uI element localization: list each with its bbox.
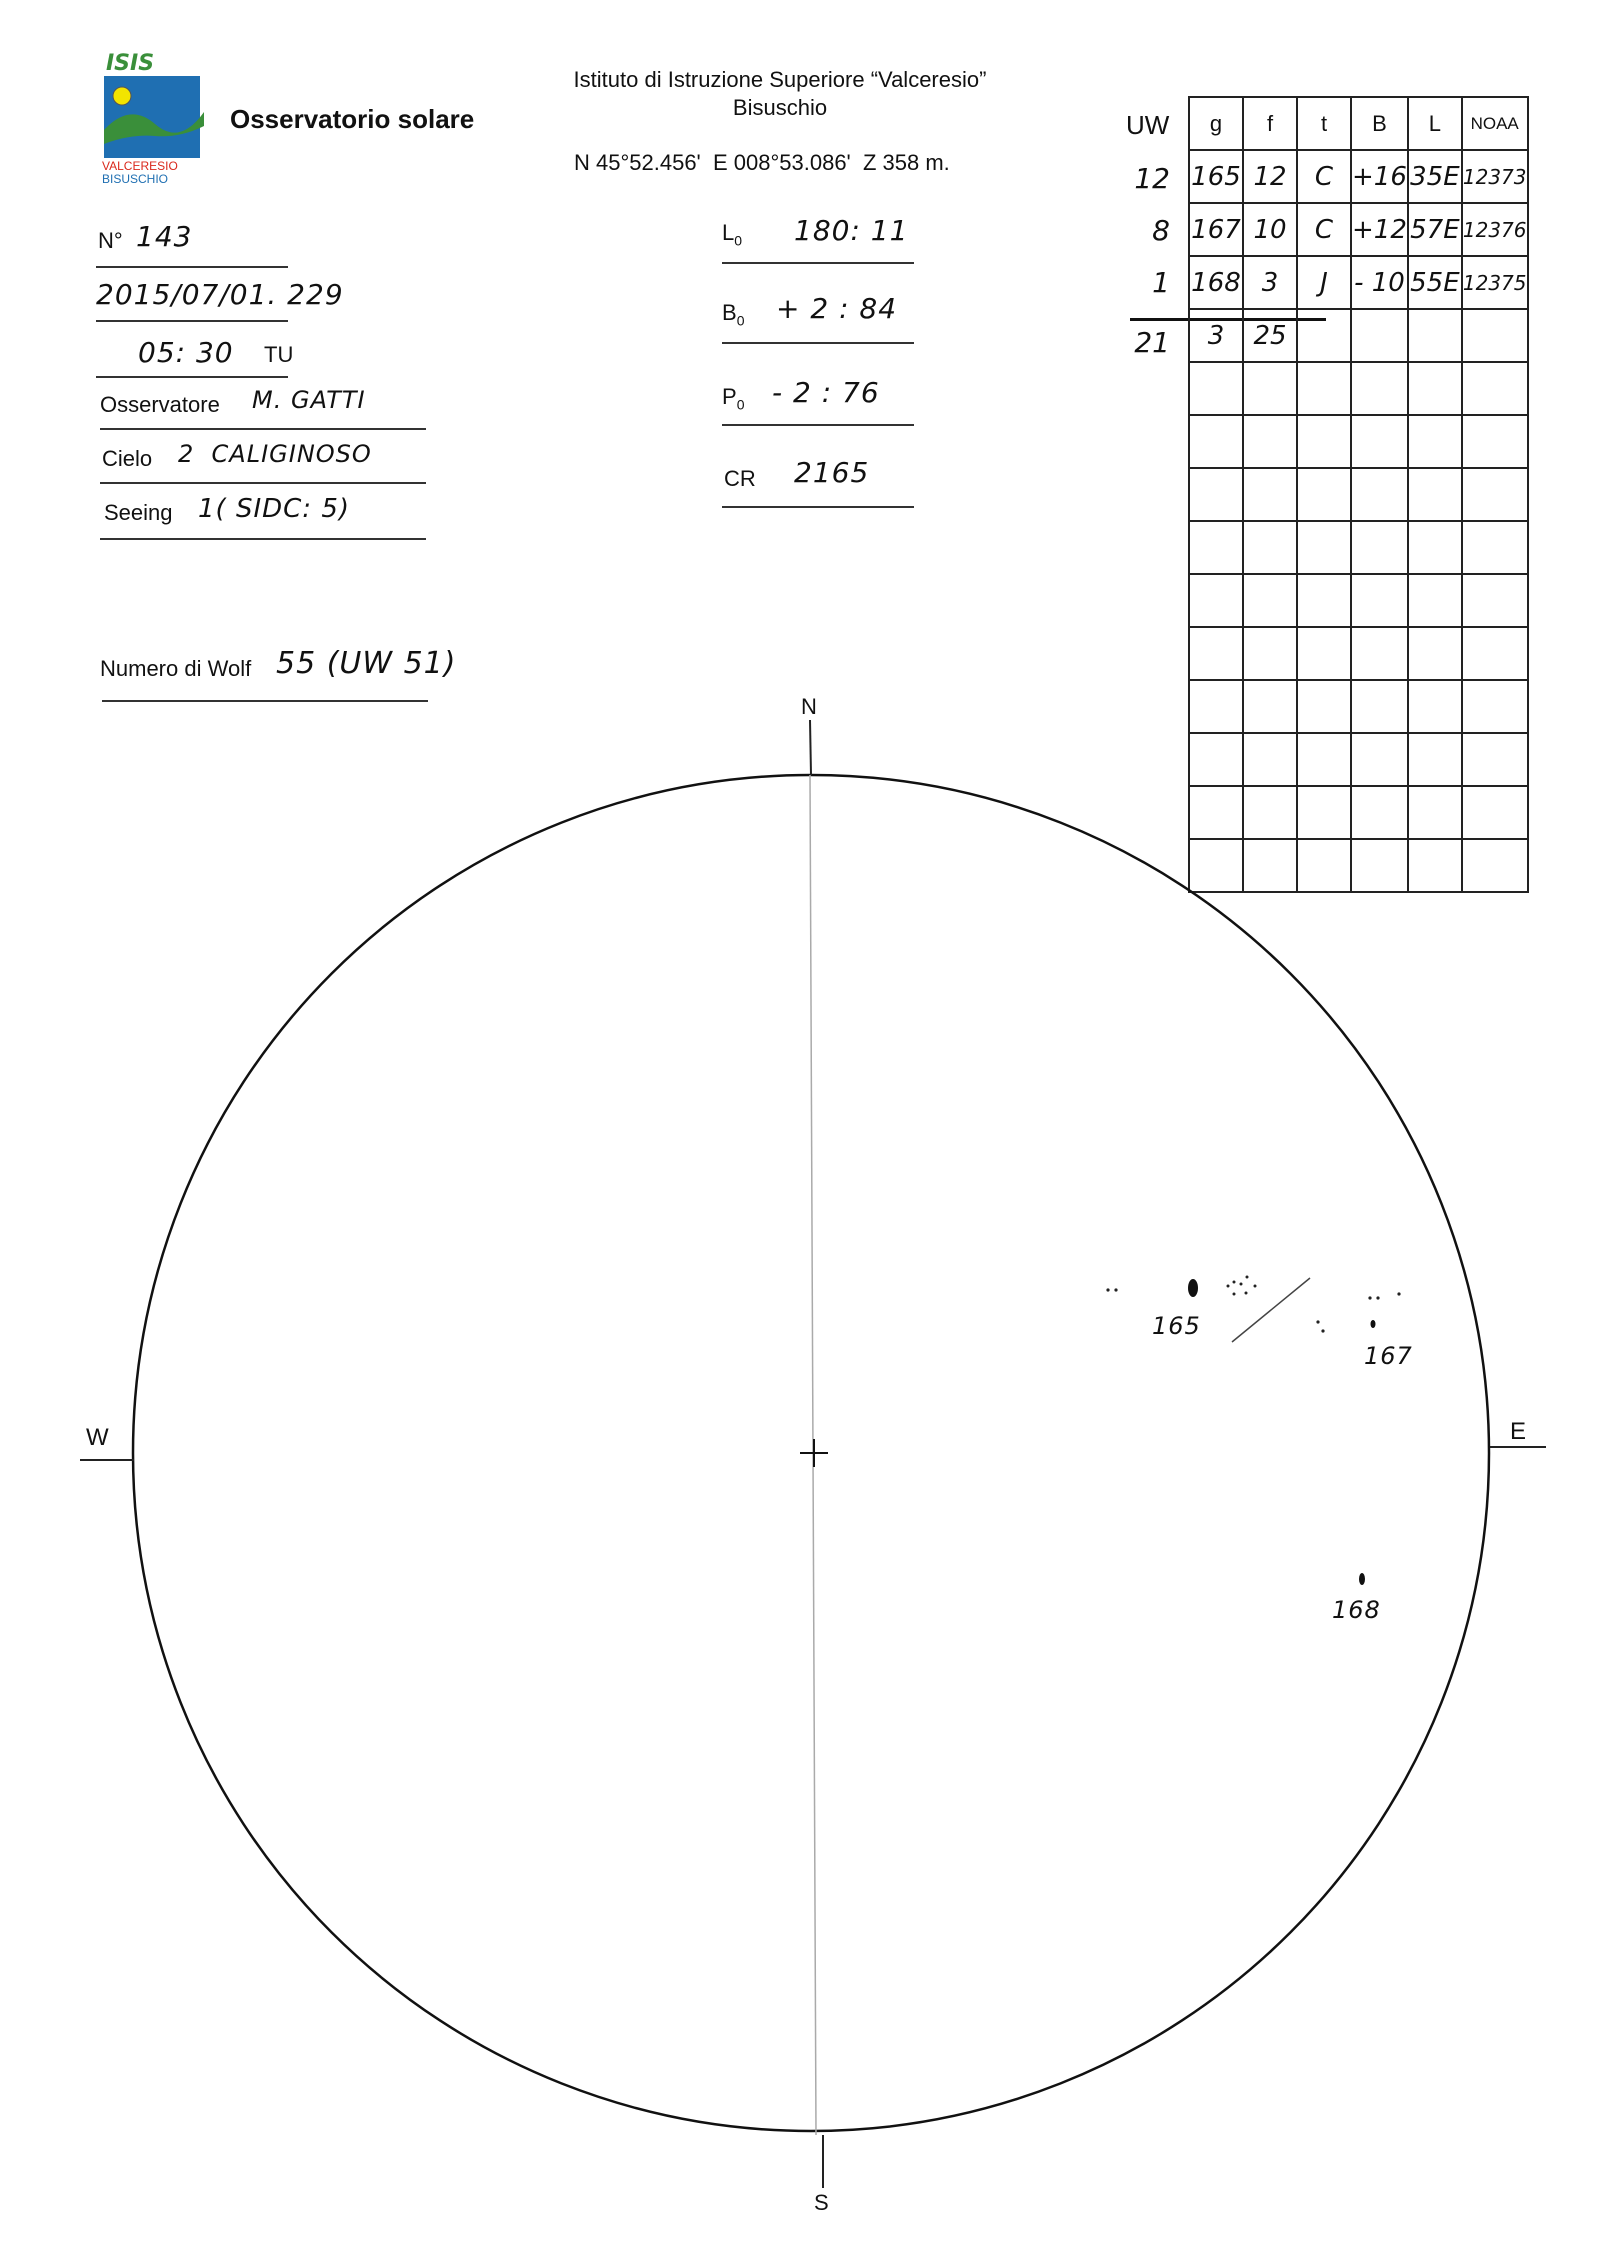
table-cell xyxy=(1297,521,1351,574)
number-label: N° xyxy=(98,228,123,253)
group-label-165: 165 xyxy=(1152,1312,1201,1340)
observatory-title: Osservatorio solare xyxy=(230,104,475,134)
cr-line xyxy=(722,506,914,508)
p0-line xyxy=(722,424,914,426)
table-header-cell: f xyxy=(1243,97,1297,150)
l0-letter: L xyxy=(722,220,735,245)
table-cell: 12376 xyxy=(1462,203,1528,256)
west-label: W xyxy=(86,1424,109,1451)
sunspot-group-168 xyxy=(1359,1573,1365,1585)
l0-subscript: 0 xyxy=(734,232,743,249)
table-cell xyxy=(1243,574,1297,627)
institute-line-2: Bisuschio xyxy=(732,95,828,120)
sunspot-spot xyxy=(1233,1293,1236,1296)
observer-line xyxy=(100,428,426,430)
time-unit: TU xyxy=(264,342,294,367)
sunspot-spot xyxy=(1371,1320,1376,1328)
south-label: S xyxy=(814,2190,829,2215)
table-cell: 12375 xyxy=(1462,256,1528,309)
table-cell xyxy=(1243,627,1297,680)
table-cell: 35E xyxy=(1408,150,1462,203)
b0-letter: B xyxy=(722,300,737,325)
p0-letter: P xyxy=(722,384,737,409)
table-row xyxy=(1189,203,1528,256)
table-cell: 55E xyxy=(1408,256,1462,309)
table-cell xyxy=(1189,415,1243,468)
wolf-value: 55 (UW 51) xyxy=(276,646,457,681)
table-header-row xyxy=(1189,97,1528,150)
sunspot-spot xyxy=(1227,1285,1230,1288)
sunspot-spot xyxy=(1114,1288,1117,1291)
uw-value: 12 xyxy=(1134,162,1170,195)
uw-header: UW xyxy=(1126,110,1170,140)
number-line xyxy=(96,266,288,268)
table-header-cell: NOAA xyxy=(1462,97,1528,150)
sunspot-spot xyxy=(1397,1292,1400,1295)
observer-label: Osservatore xyxy=(100,392,220,417)
table-cell xyxy=(1297,468,1351,521)
table-cell xyxy=(1408,574,1462,627)
table-cell xyxy=(1408,468,1462,521)
l0-line xyxy=(722,262,914,264)
table-header-cell: t xyxy=(1297,97,1351,150)
table-cell: 3 xyxy=(1189,309,1243,362)
table-cell xyxy=(1408,627,1462,680)
table-cell: 57E xyxy=(1408,203,1462,256)
sunspot-group-167 xyxy=(1316,1292,1400,1332)
sunspot-spot xyxy=(1376,1296,1379,1299)
table-cell xyxy=(1351,521,1408,574)
table-cell xyxy=(1297,309,1351,362)
table-cell: 10 xyxy=(1243,203,1297,256)
table-cell xyxy=(1462,468,1528,521)
table-cell: - 10 xyxy=(1351,256,1408,309)
seeing-line xyxy=(100,538,426,540)
table-row xyxy=(1189,150,1528,203)
table-cell xyxy=(1351,362,1408,415)
table-cell xyxy=(1351,468,1408,521)
table-cell xyxy=(1189,468,1243,521)
p0-label xyxy=(722,384,744,412)
logo-graphic xyxy=(100,52,210,187)
logo-isis-text: ISIS xyxy=(106,52,155,76)
sunspot-spot xyxy=(1368,1296,1371,1299)
p0-subscript: 0 xyxy=(736,396,745,413)
isis-logo xyxy=(100,52,210,187)
institute-line-1: Istituto di Istruzione Superiore “Valceresio” xyxy=(573,67,987,92)
sunspot-spot xyxy=(1254,1285,1257,1288)
table-row xyxy=(1189,415,1528,468)
table-cell xyxy=(1351,627,1408,680)
table-cell: 25 xyxy=(1243,309,1297,362)
seeing-label: Seeing xyxy=(104,500,173,525)
table-cell xyxy=(1462,574,1528,627)
institute-name xyxy=(520,66,1040,122)
table-cell xyxy=(1462,627,1528,680)
north-label: N xyxy=(801,694,817,719)
time-line xyxy=(96,376,288,378)
number-value: 143 xyxy=(136,220,193,253)
sunspot-spot xyxy=(1233,1281,1236,1284)
east-label: E xyxy=(1510,1418,1527,1445)
group-label-167: 167 xyxy=(1364,1342,1413,1370)
uw-total: 21 xyxy=(1134,326,1170,359)
north-tick xyxy=(810,720,811,775)
table-cell xyxy=(1189,627,1243,680)
seeing-value: 1( SIDC: 5) xyxy=(198,494,351,524)
group-link-line xyxy=(1232,1278,1310,1342)
table-cell: 168 xyxy=(1189,256,1243,309)
b0-subscript: 0 xyxy=(736,312,745,329)
observer-value: M. GATTI xyxy=(252,386,366,414)
table-cell xyxy=(1297,362,1351,415)
sunspot-spot xyxy=(1246,1276,1249,1279)
table-cell xyxy=(1462,362,1528,415)
table-cell: +16 xyxy=(1351,150,1408,203)
table-row xyxy=(1189,362,1528,415)
logo-bisuschio-text: BISUSCHIO xyxy=(102,172,169,186)
sunspot-spot xyxy=(1188,1279,1198,1297)
table-cell xyxy=(1189,362,1243,415)
date-value: 2015/07/01. 229 xyxy=(96,278,344,311)
table-row xyxy=(1189,521,1528,574)
table-row xyxy=(1189,309,1528,362)
table-cell: 12373 xyxy=(1462,150,1528,203)
b0-line xyxy=(722,342,914,344)
table-cell: 3 xyxy=(1243,256,1297,309)
table-cell xyxy=(1408,415,1462,468)
table-cell xyxy=(1462,521,1528,574)
table-cell xyxy=(1297,627,1351,680)
group-label-168: 168 xyxy=(1332,1596,1381,1624)
uw-value: 8 xyxy=(1152,214,1170,247)
cr-value: 2165 xyxy=(794,456,870,489)
table-cell xyxy=(1297,574,1351,627)
table-cell: 165 xyxy=(1189,150,1243,203)
station-coordinates: N 45°52.456' E 008°53.086' Z 358 m. xyxy=(574,150,950,175)
table-cell: 12 xyxy=(1243,150,1297,203)
table-cell xyxy=(1462,415,1528,468)
table-cell xyxy=(1351,415,1408,468)
table-row xyxy=(1189,256,1528,309)
table-row xyxy=(1189,627,1528,680)
table-cell xyxy=(1243,468,1297,521)
p0-value: - 2 : 76 xyxy=(772,376,880,409)
table-header-cell: g xyxy=(1189,97,1243,150)
solar-disk-drawing xyxy=(0,700,1600,2263)
l0-label xyxy=(722,220,742,248)
sunspot-spot xyxy=(1359,1573,1365,1585)
cr-label: CR xyxy=(724,466,756,491)
uw-value: 1 xyxy=(1152,266,1170,299)
table-cell xyxy=(1189,521,1243,574)
table-cell xyxy=(1243,362,1297,415)
table-row xyxy=(1189,468,1528,521)
table-header-cell: L xyxy=(1408,97,1462,150)
table-cell xyxy=(1297,415,1351,468)
table-cell xyxy=(1462,309,1528,362)
table-cell xyxy=(1189,574,1243,627)
sunspot-spot xyxy=(1240,1283,1243,1286)
logo-sun-icon xyxy=(113,87,131,105)
time-value: 05: 30 xyxy=(138,336,234,369)
sky-line xyxy=(100,482,426,484)
sunspot-spot xyxy=(1245,1292,1248,1295)
sunspot-spot xyxy=(1106,1288,1109,1291)
table-cell xyxy=(1243,415,1297,468)
table-cell: C xyxy=(1297,203,1351,256)
sunspot-spot xyxy=(1316,1320,1319,1323)
table-row xyxy=(1189,574,1528,627)
logo-valceresio-text: VALCERESIO xyxy=(102,159,178,173)
wolf-label: Numero di Wolf xyxy=(100,656,252,681)
table-cell xyxy=(1408,309,1462,362)
table-cell: C xyxy=(1297,150,1351,203)
sunspot-group-165 xyxy=(1106,1276,1310,1343)
b0-label xyxy=(722,300,744,328)
sunspot-spot xyxy=(1321,1329,1324,1332)
date-line xyxy=(96,320,288,322)
l0-value: 180: 11 xyxy=(794,214,909,247)
table-cell xyxy=(1243,521,1297,574)
table-header-cell: B xyxy=(1351,97,1408,150)
table-cell xyxy=(1408,362,1462,415)
table-cell xyxy=(1408,521,1462,574)
sky-label: Cielo xyxy=(102,446,153,471)
table-cell xyxy=(1351,574,1408,627)
table-cell xyxy=(1351,309,1408,362)
table-cell: J xyxy=(1297,256,1351,309)
sky-value: 2 CALIGINOSO xyxy=(178,440,372,468)
table-cell: 167 xyxy=(1189,203,1243,256)
table-cell: +12 xyxy=(1351,203,1408,256)
b0-value: + 2 : 84 xyxy=(776,292,898,325)
